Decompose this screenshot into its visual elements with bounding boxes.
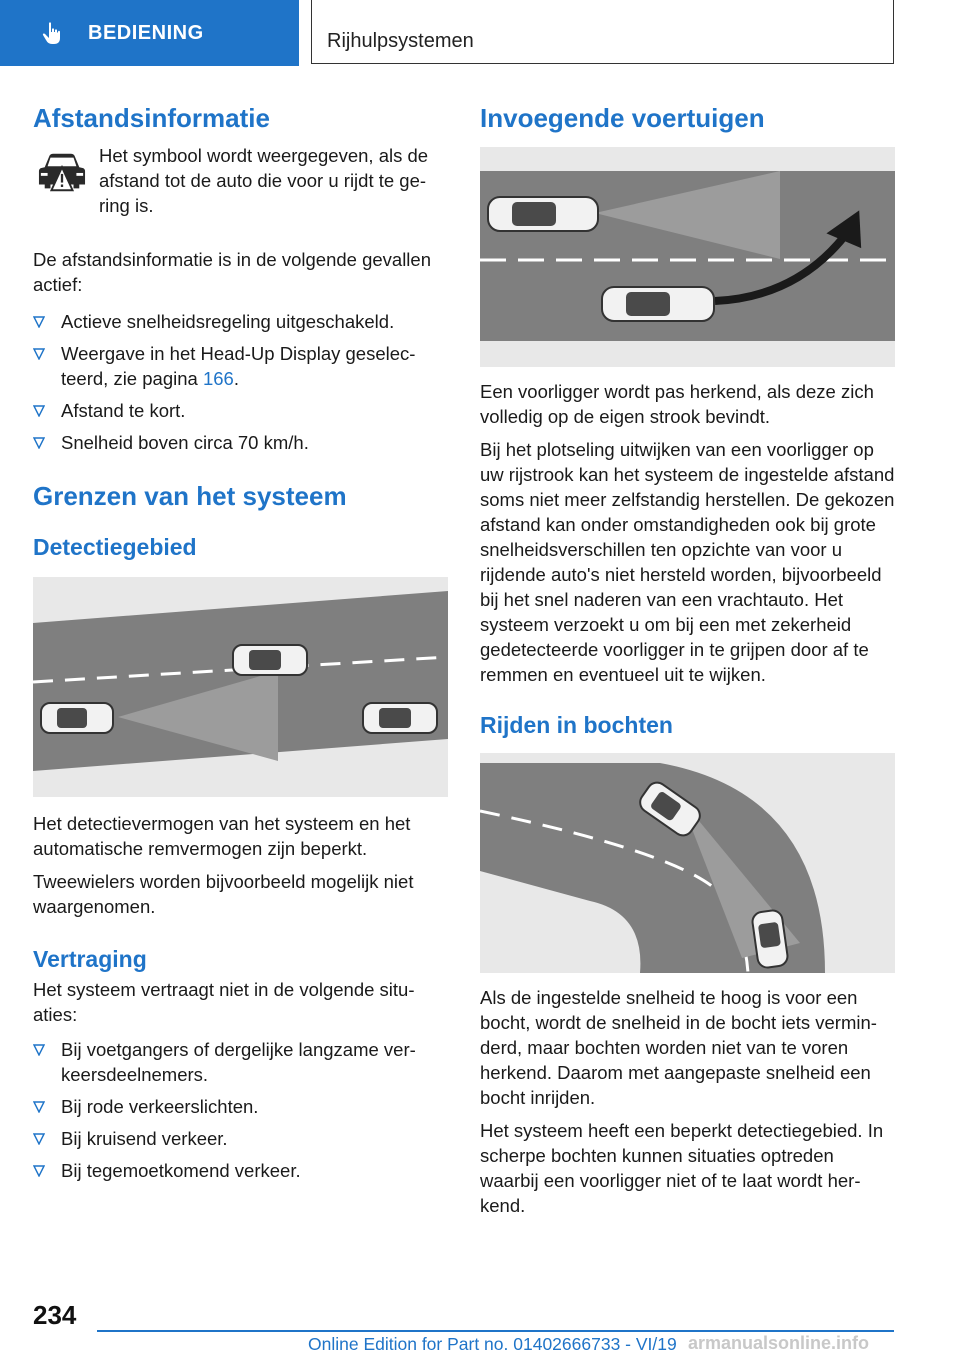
left-column (33, 100, 448, 1190)
chapter-label: Rijhulpsystemen (327, 30, 474, 52)
right-column (480, 100, 895, 1218)
page-number: 234 (33, 1300, 77, 1330)
hand-pointer-icon (40, 20, 66, 46)
footer-divider (97, 1330, 894, 1332)
car-icon (602, 287, 714, 321)
page-link[interactable]: 166 (202, 368, 234, 389)
car-icon (41, 703, 113, 733)
edition-text: Online Edition for Part no. 01402666733 - VI/19 (308, 1334, 677, 1354)
watermark: armanualsonline.info (688, 1333, 870, 1353)
afstand-title: Afstandsinformatie (33, 103, 270, 133)
bochten-title: Rijden in bochten (480, 712, 673, 738)
list-item: Afstand te kort. (33, 398, 448, 423)
section-label: BEDIENING (88, 21, 204, 44)
detection-area-figure (33, 577, 448, 797)
distance-warning-icon (35, 148, 89, 196)
list-item: Bij voetgangers of dergelijke langzame verkeersdeelnemers. (33, 1037, 448, 1087)
invoegende-text-2: Bij het plotseling uitwijken van een voorligger op uw rijstrook kan het systeem de ingestelde afstand soms niet meer zelfstandig herstellen. De gekozen afstand kan onder omstandigheden ook bij grote snelheidsverschillen ten opzichte van voor u rijdende auto's niet hersteld worden, bijvoorbeeld bij het snel naderen van een vrachtauto. Het systeem verzoekt u om bij een met zekerheid gedetecteerde voorligger in te grijpen door af te remmen en eventueel uit te wijken. (480, 439, 895, 685)
vertraging-intro: Het systeem vertraagt niet in de volgende situaties: (33, 979, 415, 1025)
chapter-header (311, 0, 894, 64)
vertraging-list (33, 1037, 448, 1183)
bochten-text-2: Het systeem heeft een beperkt detectiegebied. In scherpe bochten kunnen situaties optreden waarbij een voorligger niet of te laat wordt herkend. (480, 1120, 884, 1216)
car-icon (488, 197, 598, 231)
list-item: Bij rode verkeerslichten. (33, 1094, 448, 1119)
detectie-text-2: Tweewielers worden bijvoorbeeld mogelijk niet waargenomen. (33, 871, 414, 917)
list-item: Bij tegemoetkomend verkeer. (33, 1158, 448, 1183)
afstand-intro: De afstandsinformatie is in de volgende gevallen actief: (33, 249, 431, 295)
list-item: Snelheid boven circa 70 km/h. (33, 430, 448, 455)
bullet-triangle-icon (33, 1165, 45, 1177)
afstand-symbol-block (33, 143, 448, 233)
curve-driving-figure (480, 753, 895, 973)
car-icon (751, 909, 789, 969)
afstand-symbol-text: Het symbool wordt weergegeven, als de afstand tot de auto die voor u rijdt te gering is. (99, 145, 429, 216)
bullet-triangle-icon (33, 405, 45, 417)
afstand-list (33, 309, 448, 455)
bullet-triangle-icon (33, 348, 45, 360)
bochten-text-1: Als de ingestelde snelheid te hoog is voor een bocht, wordt de snelheid in de bocht iets verminderd, maar bochten worden niet van te voren herkend. Daarom met aangepaste snelheid een bocht inrijden. (480, 987, 877, 1108)
bullet-triangle-icon (33, 437, 45, 449)
bullet-triangle-icon (33, 1101, 45, 1113)
list-item: Bij kruisend verkeer. (33, 1126, 448, 1151)
list-item: Actieve snelheidsregeling uitgeschakeld. (33, 309, 448, 334)
invoegende-text-1: Een voorligger wordt pas herkend, als deze zich volledig op de eigen strook bevindt. (480, 381, 874, 427)
vertraging-title: Vertraging (33, 946, 147, 972)
list-item: Weergave in het Head-Up Display geselecteerd, zie pagina 166. (33, 341, 448, 391)
car-icon (363, 703, 437, 733)
grenzen-title: Grenzen van het systeem (33, 481, 347, 511)
merging-vehicles-figure (480, 147, 895, 367)
car-icon (233, 645, 307, 675)
invoegende-title: Invoegende voertuigen (480, 103, 765, 133)
bullet-triangle-icon (33, 316, 45, 328)
detectie-text-1: Het detectievermogen van het systeem en het automatische remvermogen zijn beperkt. (33, 813, 411, 859)
bullet-triangle-icon (33, 1133, 45, 1145)
detectie-title: Detectiegebied (33, 534, 197, 560)
section-tab[interactable] (0, 0, 299, 66)
bullet-triangle-icon (33, 1044, 45, 1056)
